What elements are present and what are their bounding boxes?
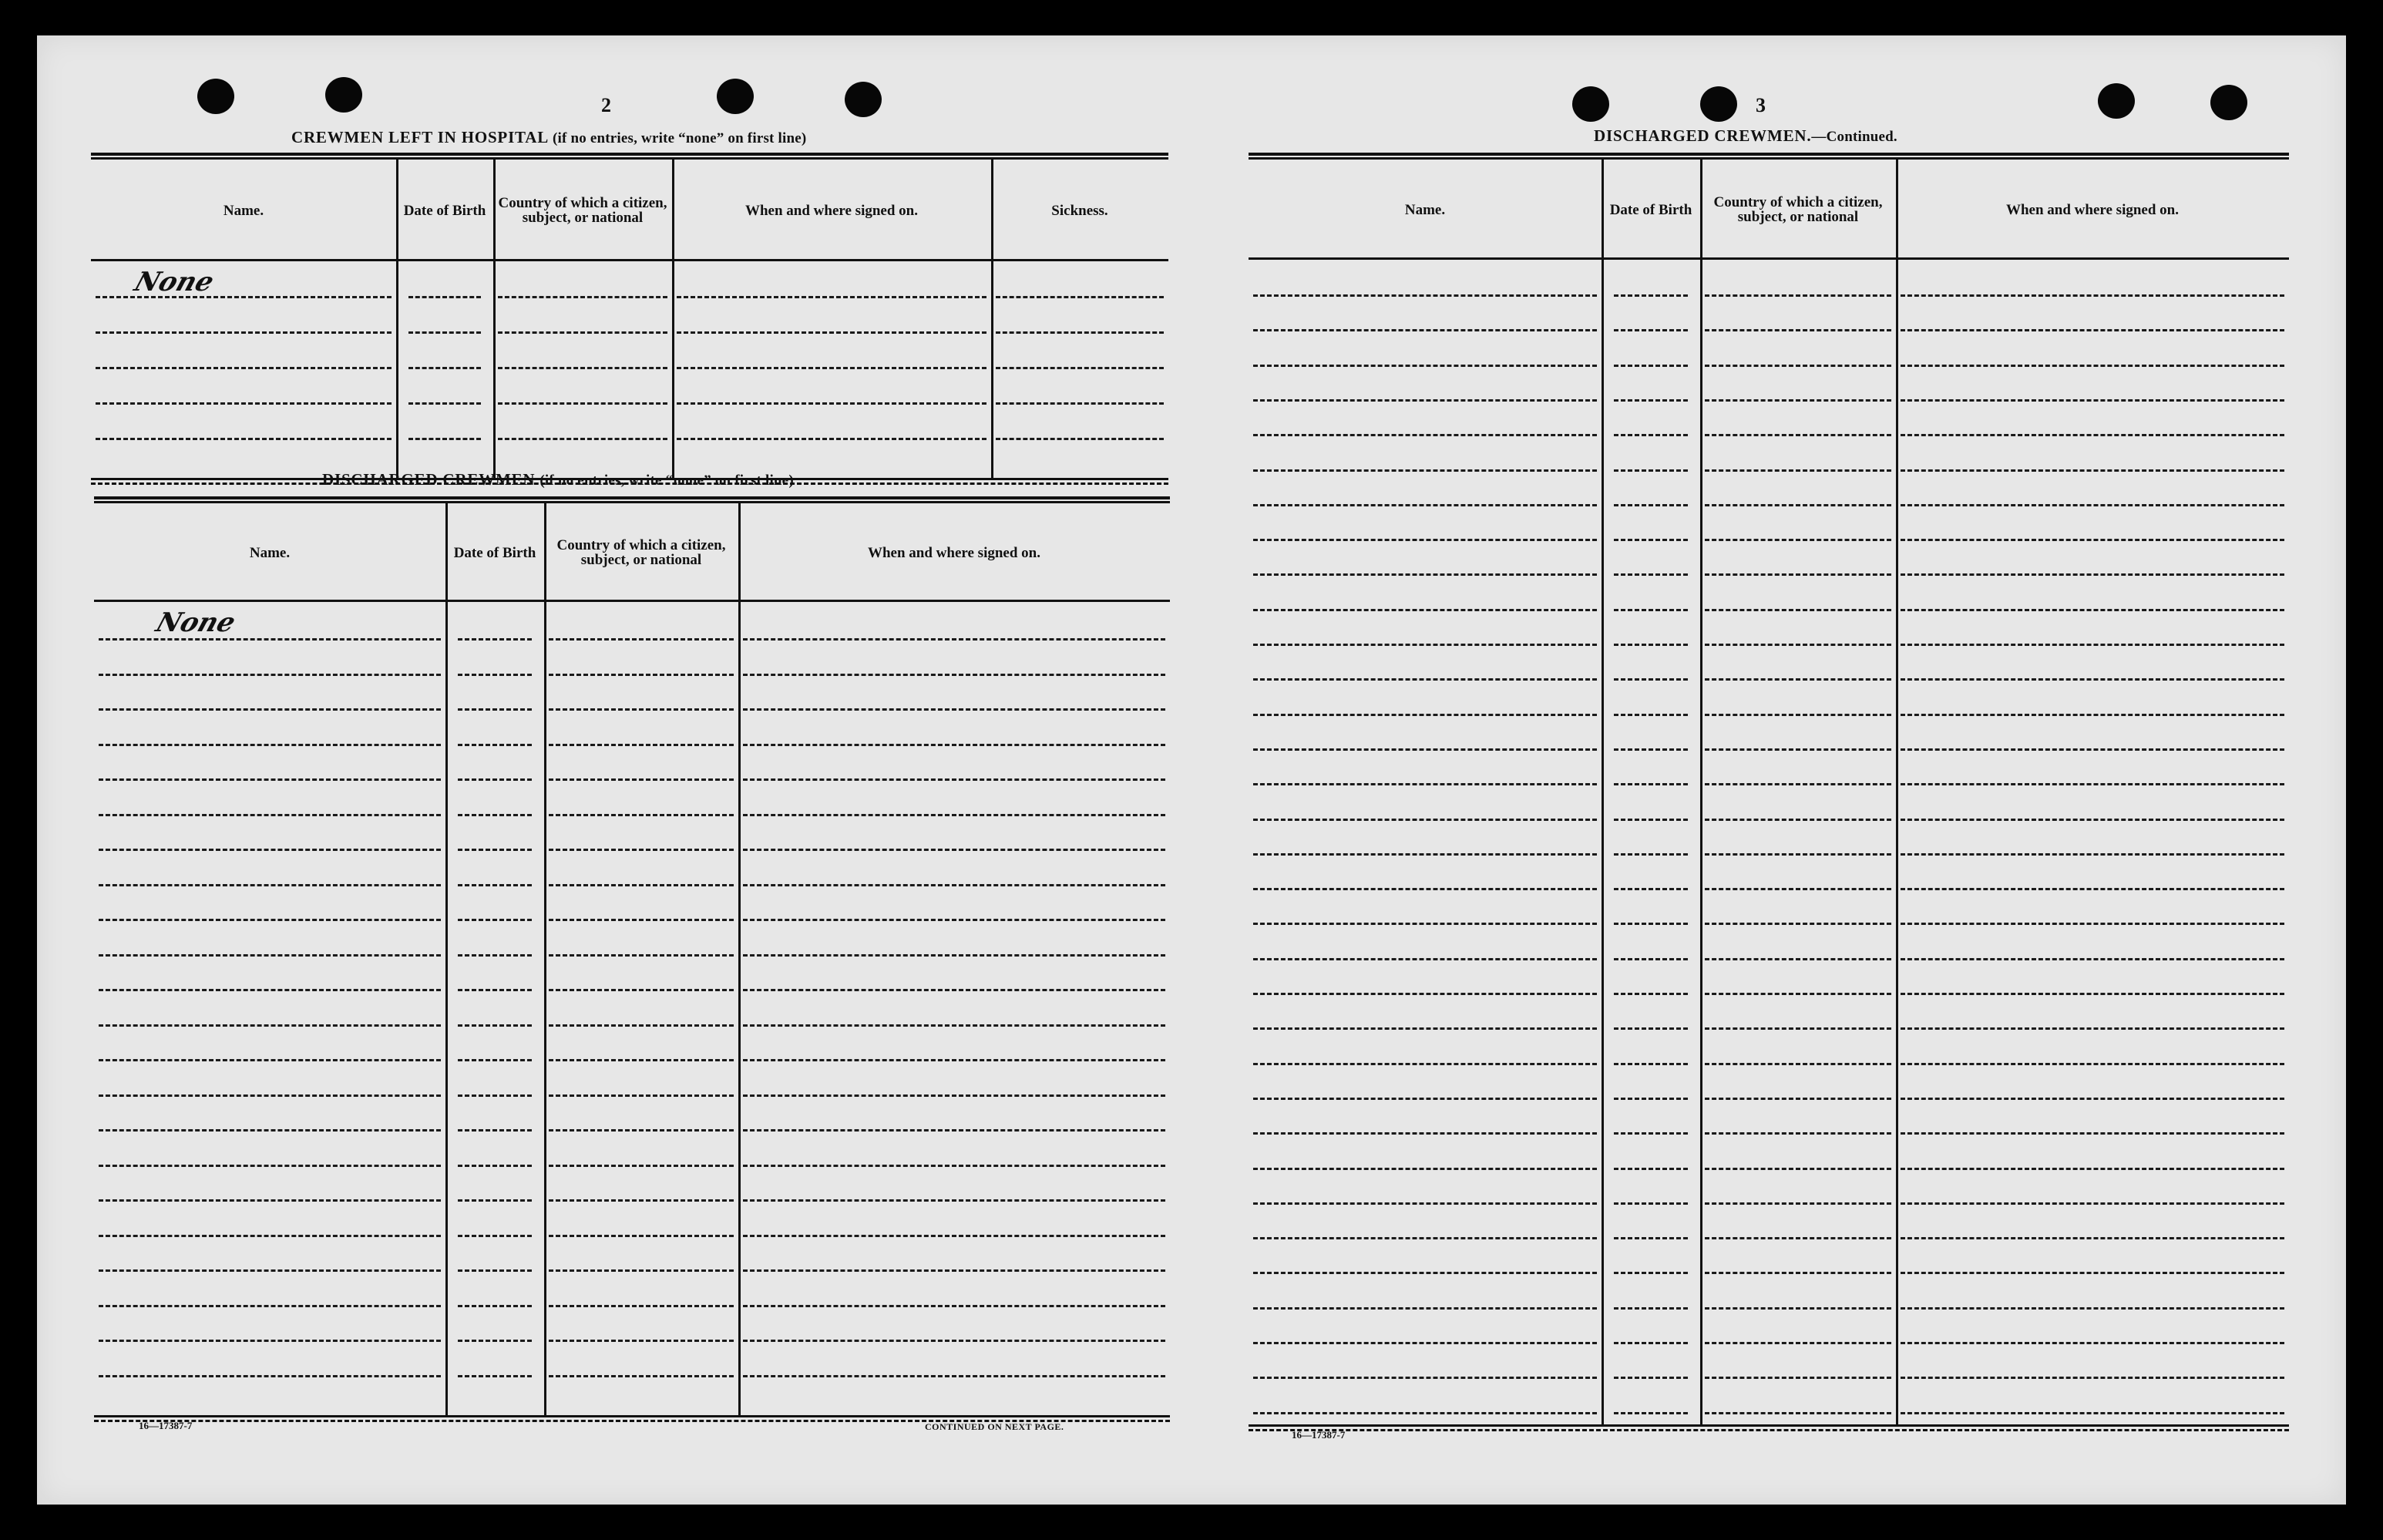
table-row[interactable] [1614, 1132, 1688, 1135]
table-row[interactable] [1705, 1237, 1891, 1239]
table-row[interactable] [677, 331, 986, 334]
table-row[interactable] [1901, 748, 2284, 751]
table-row[interactable] [1901, 1307, 2284, 1310]
table-row[interactable] [1614, 1237, 1688, 1239]
table-row[interactable] [458, 1199, 532, 1202]
page-number: 3 [1756, 94, 1766, 116]
continued-note: CONTINUED ON NEXT PAGE. [925, 1421, 1064, 1432]
table-row[interactable] [549, 814, 734, 816]
table-row[interactable] [96, 331, 392, 334]
table-row[interactable] [1705, 714, 1891, 716]
table-row[interactable] [458, 849, 532, 851]
table-row[interactable] [99, 674, 441, 676]
table-row[interactable] [743, 1305, 1165, 1307]
table-row[interactable] [408, 331, 481, 334]
table-row[interactable] [549, 674, 734, 676]
table-row[interactable] [549, 1235, 734, 1237]
table-row[interactable] [1614, 678, 1688, 681]
table-row[interactable] [743, 1375, 1165, 1377]
table-row[interactable] [549, 638, 734, 641]
table-row[interactable] [458, 1094, 532, 1097]
table-row[interactable] [743, 884, 1165, 886]
left-page [37, 35, 1193, 1505]
table-row[interactable] [458, 1340, 532, 1342]
column-header: Date of Birth [403, 202, 486, 219]
table-row[interactable] [99, 919, 441, 921]
table-row[interactable] [1614, 1412, 1688, 1414]
table-row[interactable] [743, 1059, 1165, 1061]
column-divider [396, 160, 398, 479]
table-row[interactable] [743, 849, 1165, 851]
table-row[interactable] [1901, 399, 2284, 402]
table-row[interactable] [743, 1094, 1165, 1097]
table-row[interactable] [1901, 573, 2284, 576]
table-row[interactable] [1253, 1202, 1597, 1205]
table-row[interactable] [996, 296, 1164, 298]
table-row[interactable] [99, 1199, 441, 1202]
table-row[interactable] [1705, 434, 1891, 436]
table-row[interactable] [549, 1375, 734, 1377]
table-row[interactable] [549, 1024, 734, 1027]
table-row[interactable] [1901, 1098, 2284, 1100]
table-row[interactable] [1614, 1272, 1688, 1274]
table-row[interactable] [498, 331, 667, 334]
table-row[interactable] [1614, 1027, 1688, 1030]
table-row[interactable] [743, 1269, 1165, 1272]
table-row[interactable] [1253, 399, 1597, 402]
table-row[interactable] [1614, 1168, 1688, 1170]
table-top-rule [1249, 153, 2289, 160]
table-row[interactable] [99, 849, 441, 851]
table-row[interactable] [1705, 644, 1891, 646]
table-row[interactable] [458, 814, 532, 816]
table-row[interactable] [99, 1059, 441, 1061]
table-row[interactable] [743, 1129, 1165, 1131]
table-row[interactable] [743, 954, 1165, 957]
table-row[interactable] [1705, 1098, 1891, 1100]
table-row[interactable] [1253, 434, 1597, 436]
table-row[interactable] [1253, 783, 1597, 785]
table-row[interactable] [99, 1165, 441, 1167]
table-row[interactable] [458, 1024, 532, 1027]
table-row[interactable] [1614, 1377, 1688, 1379]
column-header: Country of which a citizen, subject, or national [1713, 194, 1883, 225]
table-row[interactable] [1253, 958, 1597, 960]
table-row[interactable] [1901, 1168, 2284, 1170]
column-divider [991, 160, 993, 479]
table-row[interactable] [99, 989, 441, 991]
table-row[interactable] [1253, 748, 1597, 751]
table-row[interactable] [1705, 1272, 1891, 1274]
table-row[interactable] [1901, 329, 2284, 331]
table-row[interactable] [549, 1340, 734, 1342]
table-row[interactable] [743, 919, 1165, 921]
table-row[interactable] [1705, 469, 1891, 472]
column-divider [544, 503, 546, 1416]
table-row[interactable] [549, 1199, 734, 1202]
table-row[interactable] [677, 438, 986, 440]
table-row[interactable] [1614, 329, 1688, 331]
table-row[interactable] [1705, 329, 1891, 331]
table-row[interactable] [1705, 1168, 1891, 1170]
table-row[interactable] [549, 708, 734, 711]
table-row[interactable] [458, 1059, 532, 1061]
table-row[interactable] [1901, 434, 2284, 436]
table-row[interactable] [743, 1340, 1165, 1342]
table-row[interactable] [1901, 644, 2284, 646]
table-row[interactable] [1253, 1063, 1597, 1065]
table-row[interactable] [1705, 888, 1891, 890]
column-divider [445, 503, 448, 1416]
discharged-table [94, 496, 1170, 1424]
table-row[interactable] [99, 1305, 441, 1307]
column-header: Name. [223, 202, 264, 219]
table-row[interactable] [1253, 1377, 1597, 1379]
table-row[interactable] [99, 814, 441, 816]
table-row[interactable] [549, 1165, 734, 1167]
table-row[interactable] [1253, 1412, 1597, 1414]
column-header: When and where signed on. [744, 202, 918, 219]
table-row[interactable] [1614, 1202, 1688, 1205]
column-divider [1602, 160, 1604, 1425]
table-row[interactable] [99, 708, 441, 711]
table-row[interactable] [96, 402, 392, 405]
table-row[interactable] [1901, 1063, 2284, 1065]
table-row[interactable] [1253, 644, 1597, 646]
table-row[interactable] [498, 438, 667, 440]
form-code: 16—17387-7 [139, 1420, 193, 1431]
table-row[interactable] [743, 1235, 1165, 1237]
table-row[interactable] [1614, 504, 1688, 506]
hospital-section-title [291, 128, 806, 147]
table-row[interactable] [1901, 714, 2284, 716]
table-row[interactable] [743, 1024, 1165, 1027]
table-row[interactable] [1901, 993, 2284, 995]
table-row[interactable] [1614, 853, 1688, 856]
header-bottom-rule [1249, 257, 2289, 260]
table-row[interactable] [1253, 1132, 1597, 1135]
table-row[interactable] [743, 1199, 1165, 1202]
table-row[interactable] [458, 744, 532, 746]
table-row[interactable] [1705, 1377, 1891, 1379]
table-row[interactable] [1253, 609, 1597, 611]
column-header: Sickness. [1051, 202, 1108, 219]
table-row[interactable] [549, 1305, 734, 1307]
column-header: Name. [249, 544, 291, 561]
table-row[interactable] [99, 638, 441, 641]
table-row[interactable] [458, 884, 532, 886]
header-bottom-rule [94, 600, 1170, 602]
table-row[interactable] [1705, 365, 1891, 367]
page-number: 2 [601, 94, 611, 116]
table-row[interactable] [1253, 1098, 1597, 1100]
table-row[interactable] [1705, 1027, 1891, 1030]
table-row[interactable] [408, 296, 481, 298]
column-header: When and where signed on. [2005, 201, 2179, 218]
table-row[interactable] [1901, 1027, 2284, 1030]
table-row[interactable] [1614, 1307, 1688, 1310]
table-row[interactable] [996, 438, 1164, 440]
table-row[interactable] [743, 778, 1165, 781]
table-row[interactable] [99, 884, 441, 886]
column-header: Country of which a citizen, subject, or national [498, 195, 667, 226]
table-row[interactable] [996, 367, 1164, 369]
table-row[interactable] [743, 1165, 1165, 1167]
section-title-suffix: —Continued. [1811, 129, 1897, 145]
table-row[interactable] [1705, 539, 1891, 541]
table-row[interactable] [1253, 993, 1597, 995]
table-row[interactable] [99, 1340, 441, 1342]
table-row[interactable] [1614, 1063, 1688, 1065]
table-row[interactable] [743, 708, 1165, 711]
table-row[interactable] [498, 402, 667, 405]
table-row[interactable] [549, 989, 734, 991]
column-header: Country of which a citizen, subject, or national [556, 537, 726, 568]
table-row[interactable] [99, 744, 441, 746]
table-row[interactable] [743, 674, 1165, 676]
table-row[interactable] [458, 1165, 532, 1167]
table-row[interactable] [1705, 783, 1891, 785]
table-row[interactable] [1614, 399, 1688, 402]
section-title-text: DISCHARGED CREWMEN [322, 470, 536, 489]
table-row[interactable] [677, 402, 986, 405]
table-row[interactable] [498, 367, 667, 369]
discharged-continued-title [1594, 126, 1897, 146]
table-row[interactable] [1705, 1202, 1891, 1205]
table-row[interactable] [549, 884, 734, 886]
table-row[interactable] [677, 367, 986, 369]
table-row[interactable] [1253, 714, 1597, 716]
table-row[interactable] [1901, 1377, 2284, 1379]
handwritten-entry: None [130, 267, 218, 298]
table-top-rule [91, 153, 1168, 160]
table-row[interactable] [1253, 1272, 1597, 1274]
table-row[interactable] [1253, 1168, 1597, 1170]
table-row[interactable] [1705, 993, 1891, 995]
discharged-continued-table [1249, 153, 2289, 1434]
table-row[interactable] [1253, 923, 1597, 925]
section-title-text: DISCHARGED CREWMEN. [1594, 126, 1812, 145]
table-row[interactable] [1705, 504, 1891, 506]
section-title-text: CREWMEN LEFT IN HOSPITAL [291, 128, 548, 146]
table-row[interactable] [1705, 923, 1891, 925]
discharged-section-title [322, 470, 794, 489]
table-row[interactable] [1901, 923, 2284, 925]
table-row[interactable] [1253, 573, 1597, 576]
table-row[interactable] [99, 1375, 441, 1377]
table-row[interactable] [408, 367, 481, 369]
table-row[interactable] [1253, 1027, 1597, 1030]
table-row[interactable] [1901, 539, 2284, 541]
table-row[interactable] [458, 954, 532, 957]
column-header: Name. [1404, 201, 1446, 218]
table-row[interactable] [1705, 1132, 1891, 1135]
table-row[interactable] [1705, 1063, 1891, 1065]
table-row[interactable] [408, 402, 481, 405]
table-row[interactable] [1614, 923, 1688, 925]
section-title-note: (if no entries, write “none” on first line) [539, 472, 794, 489]
table-row[interactable] [1705, 1412, 1891, 1414]
table-row[interactable] [1901, 1132, 2284, 1135]
table-row[interactable] [1253, 853, 1597, 856]
table-row[interactable] [458, 708, 532, 711]
table-row[interactable] [1614, 888, 1688, 890]
table-row[interactable] [458, 919, 532, 921]
table-row[interactable] [1705, 853, 1891, 856]
table-row[interactable] [1901, 1412, 2284, 1414]
table-row[interactable] [1901, 469, 2284, 472]
table-row[interactable] [1705, 573, 1891, 576]
table-row[interactable] [1614, 748, 1688, 751]
table-row[interactable] [549, 849, 734, 851]
table-row[interactable] [1253, 819, 1597, 821]
table-row[interactable] [1705, 819, 1891, 821]
table-row[interactable] [1705, 294, 1891, 297]
table-row[interactable] [1253, 504, 1597, 506]
table-row[interactable] [549, 1059, 734, 1061]
table-row[interactable] [99, 1269, 441, 1272]
table-row[interactable] [96, 438, 392, 440]
table-row[interactable] [458, 1269, 532, 1272]
table-top-rule [94, 496, 1170, 503]
table-row[interactable] [1901, 819, 2284, 821]
table-row[interactable] [1614, 469, 1688, 472]
column-divider [1700, 160, 1702, 1425]
table-row[interactable] [677, 296, 986, 298]
table-row[interactable] [743, 814, 1165, 816]
hospital-table [91, 153, 1168, 487]
table-row[interactable] [1614, 609, 1688, 611]
table-row[interactable] [549, 1269, 734, 1272]
table-row[interactable] [1253, 365, 1597, 367]
table-row[interactable] [1901, 783, 2284, 785]
table-row[interactable] [1253, 888, 1597, 890]
table-row[interactable] [458, 1235, 532, 1237]
table-row[interactable] [458, 989, 532, 991]
table-row[interactable] [1901, 1272, 2284, 1274]
table-row[interactable] [1901, 678, 2284, 681]
table-row[interactable] [743, 744, 1165, 746]
column-header: When and where signed on. [867, 544, 1040, 561]
table-row[interactable] [1253, 539, 1597, 541]
table-row[interactable] [99, 1024, 441, 1027]
table-row[interactable] [458, 1375, 532, 1377]
table-row[interactable] [1705, 748, 1891, 751]
table-row[interactable] [549, 744, 734, 746]
table-row[interactable] [1901, 958, 2284, 960]
table-row[interactable] [498, 296, 667, 298]
table-row[interactable] [99, 1235, 441, 1237]
table-row[interactable] [1253, 1307, 1597, 1310]
table-row[interactable] [458, 674, 532, 676]
table-row[interactable] [1253, 1237, 1597, 1239]
table-row[interactable] [549, 778, 734, 781]
table-row[interactable] [99, 954, 441, 957]
column-divider [493, 160, 496, 479]
table-row[interactable] [458, 1129, 532, 1131]
table-row[interactable] [1705, 678, 1891, 681]
column-header: Date of Birth [453, 544, 536, 561]
header-bottom-rule [91, 259, 1168, 261]
table-row[interactable] [1614, 1342, 1688, 1344]
table-row[interactable] [1614, 993, 1688, 995]
form-code: 16—17387-7 [1292, 1429, 1346, 1441]
table-row[interactable] [1901, 609, 2284, 611]
table-row[interactable] [1614, 434, 1688, 436]
table-bottom-rule [1249, 1424, 2289, 1431]
right-page [1193, 35, 2346, 1505]
table-row[interactable] [1901, 504, 2284, 506]
table-row[interactable] [1705, 609, 1891, 611]
table-row[interactable] [1614, 819, 1688, 821]
column-divider [738, 503, 741, 1416]
table-row[interactable] [1901, 294, 2284, 297]
table-row[interactable] [458, 778, 532, 781]
table-row[interactable] [996, 331, 1164, 334]
table-row[interactable] [1705, 399, 1891, 402]
table-row[interactable] [1253, 678, 1597, 681]
table-row[interactable] [1705, 1342, 1891, 1344]
table-row[interactable] [1614, 644, 1688, 646]
table-row[interactable] [1614, 294, 1688, 297]
table-row[interactable] [1901, 1342, 2284, 1344]
table-row[interactable] [458, 1305, 532, 1307]
section-title-note: (if no entries, write “none” on first line) [552, 130, 807, 146]
table-row[interactable] [1253, 329, 1597, 331]
table-row[interactable] [99, 1129, 441, 1131]
table-row[interactable] [549, 1094, 734, 1097]
table-row[interactable] [1253, 294, 1597, 297]
column-divider [1896, 160, 1898, 1425]
handwritten-entry: None [152, 607, 240, 638]
table-row[interactable] [458, 638, 532, 641]
table-row[interactable] [743, 638, 1165, 641]
table-row[interactable] [1614, 783, 1688, 785]
column-divider [672, 160, 674, 479]
column-header: Date of Birth [1609, 201, 1692, 218]
table-row[interactable] [1253, 1342, 1597, 1344]
table-row[interactable] [1614, 539, 1688, 541]
table-row[interactable] [1705, 1307, 1891, 1310]
table-row[interactable] [408, 438, 481, 440]
table-row[interactable] [1901, 1202, 2284, 1205]
table-row[interactable] [99, 778, 441, 781]
table-row[interactable] [1901, 365, 2284, 367]
table-row[interactable] [1901, 1237, 2284, 1239]
table-row[interactable] [1253, 469, 1597, 472]
table-row[interactable] [1614, 573, 1688, 576]
table-row[interactable] [1705, 958, 1891, 960]
table-row[interactable] [1614, 1098, 1688, 1100]
table-row[interactable] [743, 989, 1165, 991]
table-row[interactable] [99, 1094, 441, 1097]
table-row[interactable] [549, 919, 734, 921]
table-row[interactable] [1614, 365, 1688, 367]
table-row[interactable] [1614, 958, 1688, 960]
table-row[interactable] [549, 1129, 734, 1131]
table-row[interactable] [549, 954, 734, 957]
table-row[interactable] [1901, 888, 2284, 890]
table-row[interactable] [1901, 853, 2284, 856]
ledger-sheet [37, 35, 2346, 1505]
table-row[interactable] [996, 402, 1164, 405]
table-row[interactable] [1614, 714, 1688, 716]
table-row[interactable] [96, 367, 392, 369]
